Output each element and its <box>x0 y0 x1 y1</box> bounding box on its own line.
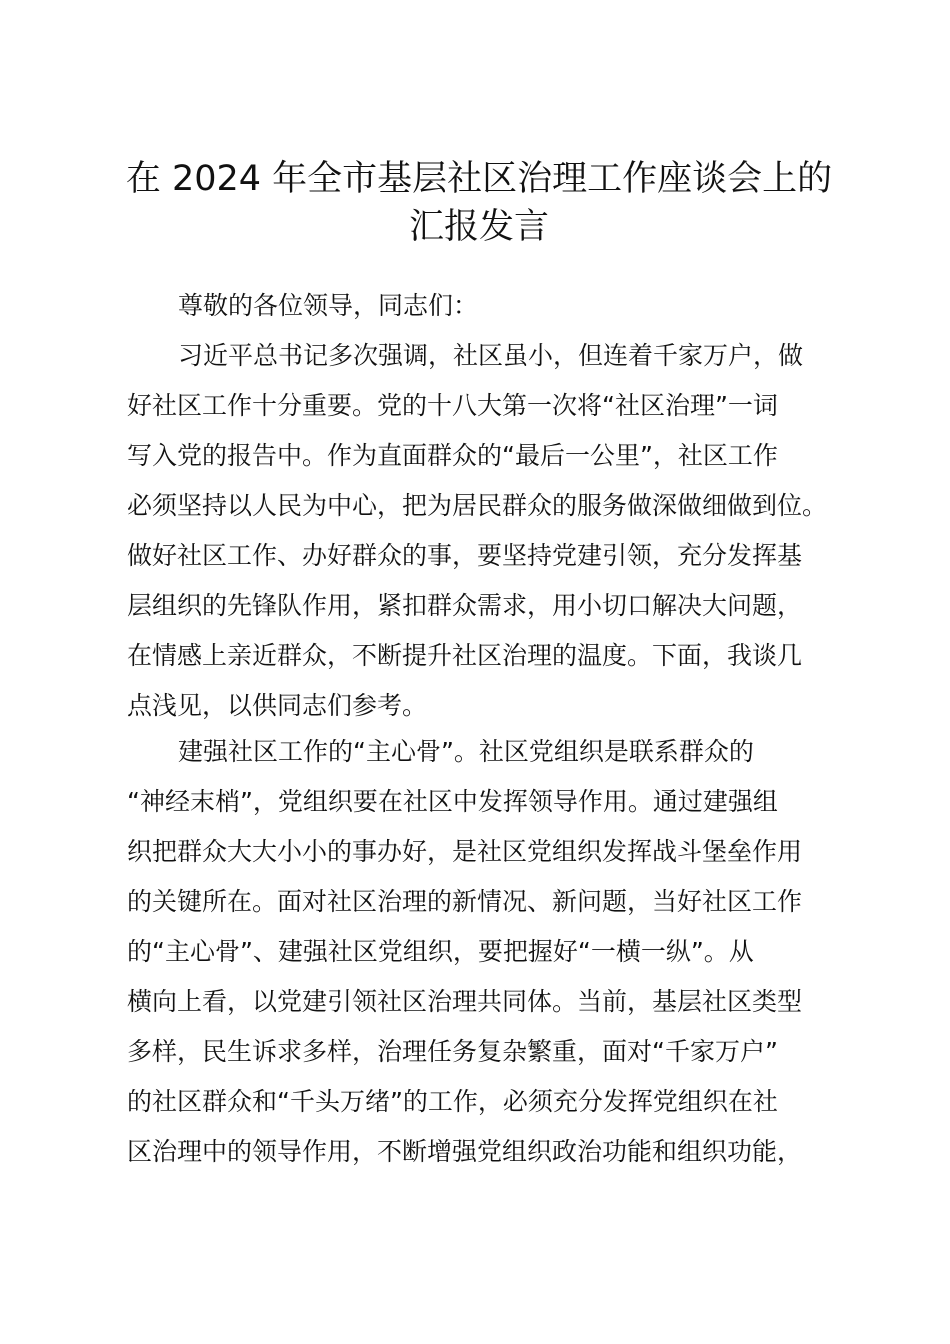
paragraph-line: 好社区工作十分重要。党的十八大第一次将“社区治理”一词 <box>127 391 778 420</box>
paragraph-line: 建强社区工作的“主心骨”。社区党组织是联系群众的 <box>178 737 754 766</box>
paragraph-line: 写入党的报告中。作为直面群众的“最后一公里”，社区工作 <box>127 441 778 470</box>
paragraph-line: 习近平总书记多次强调，社区虽小，但连着千家万户，做 <box>178 341 804 370</box>
paragraph-line: 做好社区工作、办好群众的事，要坚持党建引领，充分发挥基 <box>127 541 803 570</box>
title-line-1: 在 2024 年全市基层社区治理工作座谈会上的 <box>125 159 833 199</box>
title-line-2: 汇报发言 <box>408 207 549 247</box>
paragraph-line: 横向上看，以党建引领社区治理共同体。当前，基层社区类型 <box>127 987 803 1016</box>
salutation: 尊敬的各位领导，同志们： <box>178 291 479 320</box>
paragraph-line: 在情感上亲近群众，不断提升社区治理的温度。下面，我谈几 <box>127 641 803 670</box>
paragraph-line: 的“主心骨”、建强社区党组织，要把握好“一横一纵”。从 <box>127 937 754 966</box>
paragraph-line: 层组织的先锋队作用，紧扣群众需求，用小切口解决大问题， <box>127 591 803 620</box>
paragraph-line: “神经末梢”，党组织要在社区中发挥领导作用。通过建强组 <box>127 787 778 816</box>
paragraph-line: 区治理中的领导作用，不断增强党组织政治功能和组织功能， <box>127 1137 803 1166</box>
paragraph-line: 的关键所在。面对社区治理的新情况、新问题，当好社区工作 <box>127 887 803 916</box>
document-title <box>118 155 840 251</box>
paragraph-line: 的社区群众和“千头万绪”的工作，必须充分发挥党组织在社 <box>127 1087 778 1116</box>
paragraph-line: 点浅见，以供同志们参考。 <box>127 691 428 720</box>
paragraph-line: 多样，民生诉求多样，治理任务复杂繁重，面对“千家万户” <box>127 1037 778 1066</box>
paragraph-line: 织把群众大大小小的事办好，是社区党组织发挥战斗堡垒作用 <box>127 837 803 866</box>
paragraph-line: 必须坚持以人民为中心，把为居民群众的服务做深做细做到位。 <box>127 491 828 520</box>
